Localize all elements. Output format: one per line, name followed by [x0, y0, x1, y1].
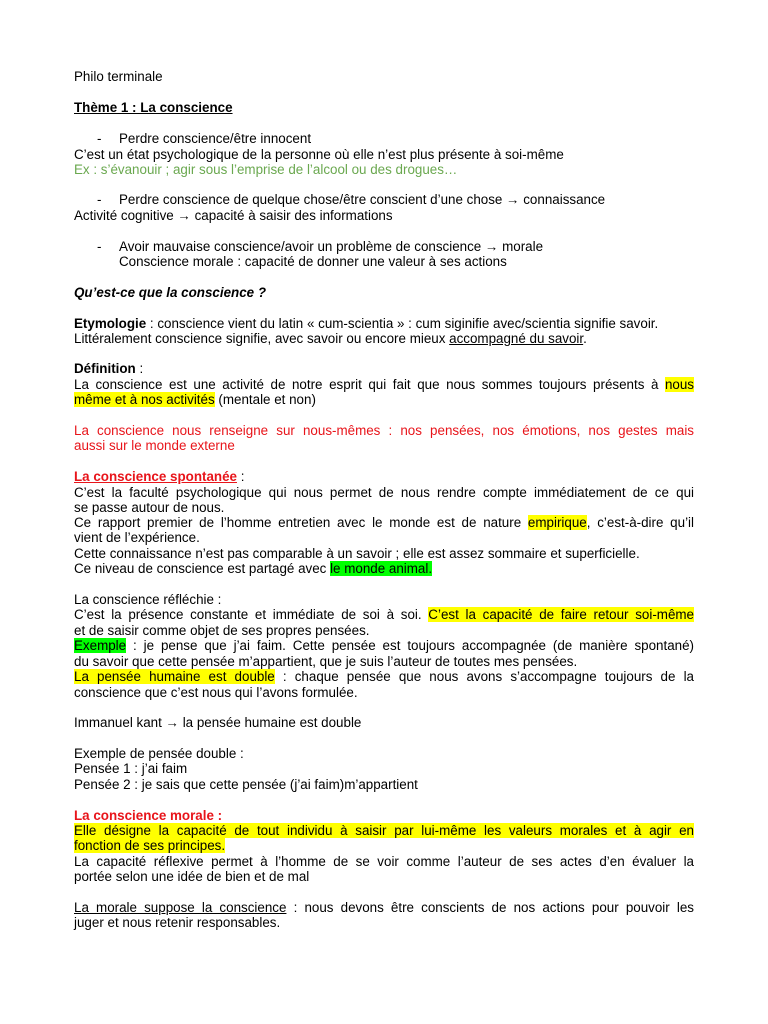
bullet-item-1: Perdre conscience/être innocent [119, 131, 312, 146]
double-example-title: Exemple de pensée double : [74, 746, 244, 761]
bullet-3-explanation: Conscience morale : capacité de donner une valeur à ses actions [119, 254, 507, 269]
spontaneous-line-5: Cette connaissance n’est pas comparable à un savoir ; elle est assez sommaire et superficielle. [74, 546, 640, 561]
reflexive-line-1: C’est la présence constante et immédiate de soi à soi. C’est la capacité de faire retour soi-même [74, 607, 694, 622]
bullet-item-3: Avoir mauvaise conscience/avoir un problème de conscience → morale [119, 239, 544, 254]
definition-heading: Définition : [74, 361, 144, 376]
spontaneous-line-3: Ce rapport premier de l’homme entretien avec le monde est de nature empirique, c’est-à-dire qu’il [74, 515, 695, 530]
bullet-1-example: Ex : s’évanouir ; agir sous l’emprise de l’alcool ou des drogues… [74, 162, 458, 177]
definition-red-line-2: aussi sur le monde externe [74, 438, 235, 453]
bullet-dash: - [97, 131, 102, 146]
definition-red-line-1: La conscience nous renseigne sur nous-mêmes : nos pensées, nos émotions, nos gestes mais [74, 423, 694, 438]
definition-line-1: La conscience est une activité de notre esprit qui fait que nous sommes toujours présents à nous [74, 377, 694, 392]
bullet-2-explanation: Activité cognitive → capacité à saisir des informations [74, 208, 393, 223]
bullet-dash: - [97, 239, 102, 254]
bullet-item-2: Perdre conscience de quelque chose/être conscient d’une chose → connaissance [119, 192, 606, 207]
bullet-1-explanation: C’est un état psychologique de la personne où elle n’est plus présente à soi-même [74, 147, 564, 162]
spontaneous-line-6: Ce niveau de conscience est partagé avec le monde animal. [74, 561, 433, 576]
etymology-line-1: Etymologie : conscience vient du latin « cum-scientia » : cum siginifie avec/scientia signifie savoir. [74, 316, 659, 331]
theme-title: Thème 1 : La conscience [74, 100, 233, 115]
double-example-thought-1: Pensée 1 : j’ai faim [74, 761, 188, 776]
spontaneous-heading: La conscience spontanée : [74, 469, 245, 484]
moral-line-2: portée selon une idée de bien et de mal [74, 869, 310, 884]
definition-line-2: même et à nos activités (mentale et non) [74, 392, 316, 407]
spontaneous-line-1: C’est la faculté psychologique qui nous permet de nous rendre compte immédiatement de ce qui [74, 485, 694, 500]
section-question: Qu’est-ce que la conscience ? [74, 285, 267, 300]
reflexive-line-3: Exemple : je pense que j’ai faim. Cette pensée est toujours accompagnée (de manière spontané) [74, 638, 694, 653]
document-header: Philo terminale [74, 69, 163, 84]
spontaneous-line-2: se passe autour de nous. [74, 500, 225, 515]
reflexive-line-4: du savoir que cette pensée m’appartient, que je suis l’auteur de toutes mes pensées. [74, 654, 578, 669]
moral-highlight-line-1: Elle désigne la capacité de tout individu à saisir par lui-même les valeurs morales et à agir en [74, 823, 694, 838]
moral-line-1: La capacité réflexive permet à l’homme de se voir comme l’auteur de ses actes d’en évaluer la [74, 854, 694, 869]
arrow-icon: → [506, 192, 520, 207]
reflexive-heading: La conscience réfléchie : [74, 592, 222, 607]
etymology-line-2: Littéralement conscience signifie, avec savoir ou encore mieux accompagné du savoir. [74, 331, 587, 346]
reflexive-line-2: et de saisir comme objet de ses propres pensées. [74, 623, 370, 638]
reflexive-line-5: La pensée humaine est double : chaque pensée que nous avons s’accompagne toujours de la [74, 669, 694, 684]
spontaneous-line-4: vient de l’expérience. [74, 530, 200, 545]
arrow-icon: → [177, 208, 191, 223]
kant-line: Immanuel kant → la pensée humaine est double [74, 715, 362, 730]
arrow-icon: → [484, 239, 499, 254]
moral-line-4: juger et nous retenir responsables. [74, 915, 281, 930]
arrow-icon: → [165, 715, 179, 730]
moral-highlight-line-2: fonction de ses principes. [74, 838, 226, 853]
moral-line-3: La morale suppose la conscience : nous devons être conscients de nos actions pour pouvoir les [74, 900, 695, 915]
etymology-label: Etymologie [74, 316, 147, 331]
double-example-thought-2: Pensée 2 : je sais que cette pensée (j’ai faim)m’appartient [74, 777, 418, 792]
moral-heading: La conscience morale : [74, 808, 223, 823]
reflexive-line-6: conscience que c’est nous qui l’avons formulée. [74, 685, 358, 700]
bullet-dash: - [97, 192, 102, 207]
